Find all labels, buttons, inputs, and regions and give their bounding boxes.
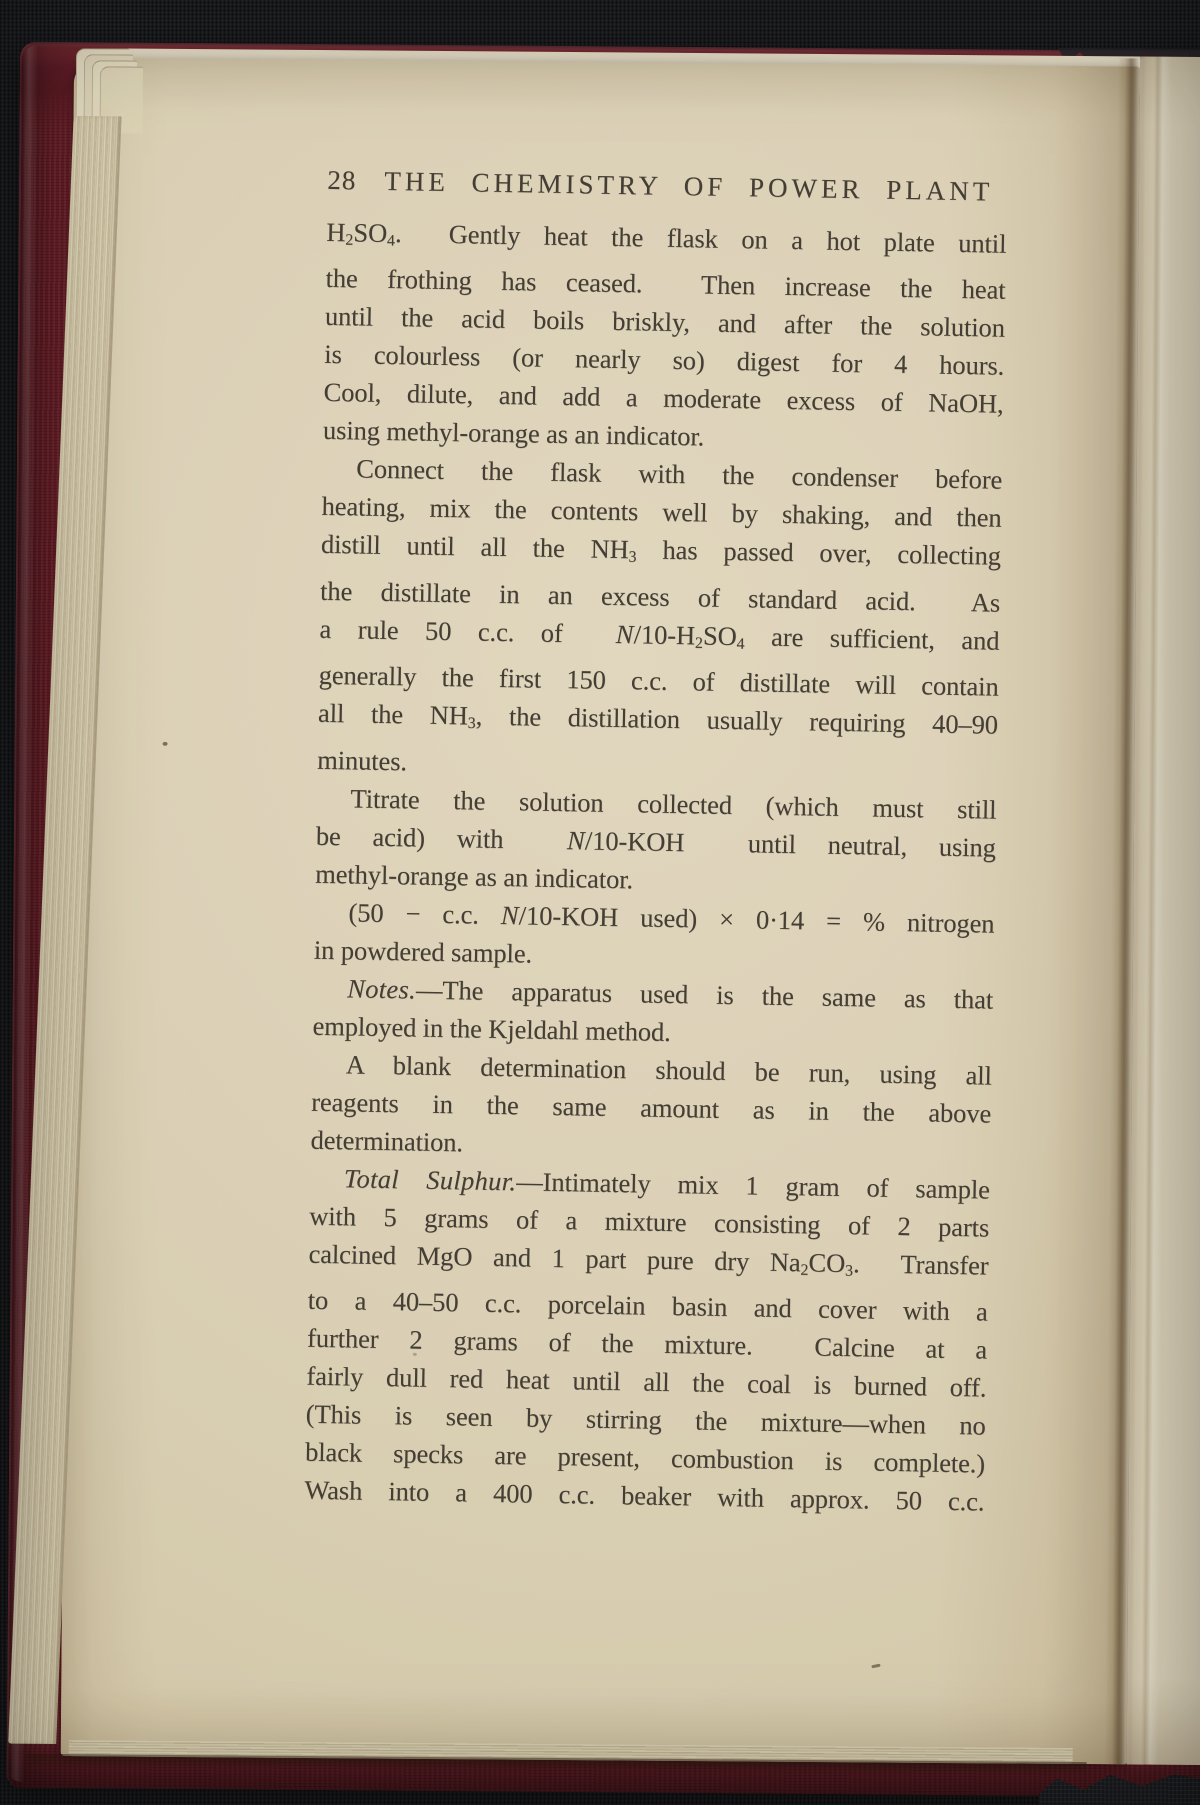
text-line: minutes. (316, 744, 408, 777)
text-line: with 5 grams of a mixture consisting of 2 parts (309, 1200, 990, 1243)
text-line: Total Sulphur.—Intimately mix 1 gram of sample (343, 1163, 991, 1205)
pencil-mark (871, 1664, 880, 1668)
text-line: is colourless (or nearly so) digest for 4 hours. (324, 339, 1005, 382)
text-line: until the acid boils briskly, and after the solution (324, 301, 1006, 344)
text-line: Connect the flask with the condenser before (356, 453, 1003, 496)
running-title: THE CHEMISTRY OF POWER PLANT (384, 165, 994, 207)
text-line: Titrate the solution collected (which must still (350, 783, 997, 825)
text-line: in powdered sample. (313, 934, 533, 969)
text-line: (This is seen by stirring the mixture—when no (305, 1399, 986, 1441)
text-line: A blank determination should be run, using all (345, 1049, 993, 1091)
text-line: using methyl-orange as an indicator. (322, 415, 705, 452)
text-block (304, 161, 1007, 1521)
text-line: distill until all the $NH_3$ has passed over, collecting (320, 529, 1002, 572)
text-line: calcined MgO and 1 part pure dry $Na_2CO_3$. Transfer (308, 1238, 989, 1281)
text-line: all the $NH_3$, the distillation usually requiring 40–90 (317, 698, 999, 741)
paper-speck (413, 1353, 417, 1356)
text-line: be acid) with N/10-KOH until neutral, using (315, 820, 997, 863)
text-line: further 2 grams of the mixture. Calcine at a (306, 1323, 988, 1365)
text-line: heating, mix the contents well by shaking, and then (321, 491, 1002, 534)
text-line: fairly dull red heat until all the coal is burned off. (306, 1361, 987, 1403)
text-line: reagents in the same amount as in the above (311, 1086, 992, 1129)
text-line: the distillate in an excess of standard acid. As (319, 575, 1001, 618)
text-line: employed in the Kjeldahl method. (312, 1010, 671, 1047)
text-line: Notes.—The apparatus used is the same as that (347, 973, 994, 1015)
text-line: a rule 50 c.c. of $N/10-H_2SO_4$ are sufficient, and (319, 613, 1000, 656)
text-line: black specks are present, combustion is complete.) (304, 1437, 986, 1479)
text-line: generally the first 150 c.c. of distillate will contain (318, 660, 999, 703)
paper-speck (163, 742, 168, 746)
text-line: the frothing has ceased. Then increase the heat (325, 263, 1006, 306)
text-line: (50 − c.c. N/10-KOH used) × 0·14 = % nitrogen (348, 897, 995, 939)
page-header (327, 161, 1008, 211)
text-line: Cool, dilute, and add a moderate excess of NaOH, (323, 377, 1004, 420)
text-line: Wash into a 400 c.c. beaker with approx. 50 c.c. (304, 1475, 985, 1517)
text-line: determination. (310, 1124, 464, 1158)
text-line: methyl-orange as an indicator. (314, 858, 634, 895)
text-line: $H_2SO_4$. Gently heat the flask on a hot plate until (326, 216, 1007, 259)
book-page (61, 58, 1140, 1764)
page-number: 28 (327, 164, 357, 196)
text-line: to a 40–50 c.c. porcelain basin and cover with a (307, 1285, 988, 1327)
